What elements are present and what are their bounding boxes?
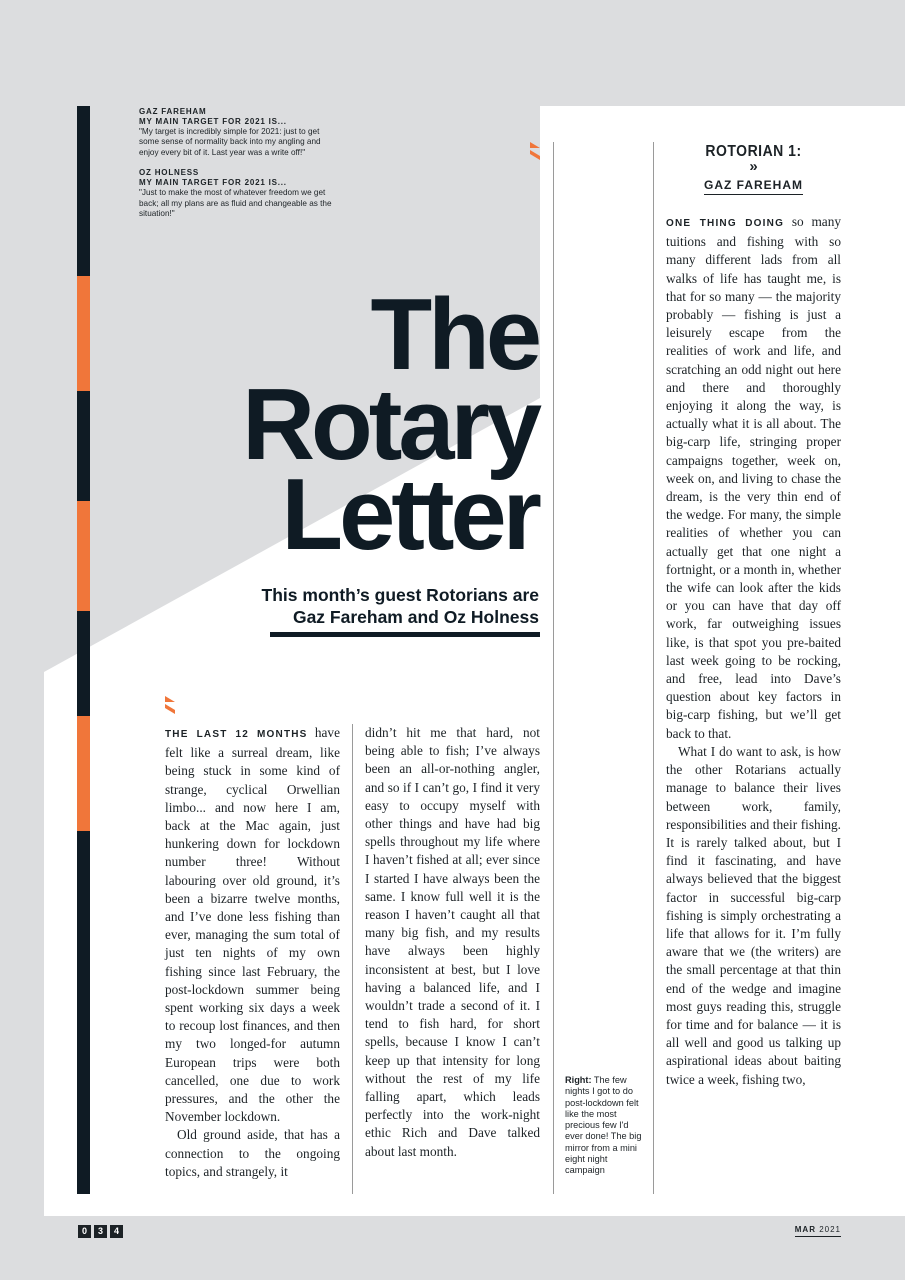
page-digit: 0 xyxy=(78,1225,91,1238)
target-quote: "My target is incredibly simple for 2021: just to get some sense of normality back into my angling and enjoy every bit of it. Last year was a write off!" xyxy=(139,127,321,157)
chevron-right-icon: » xyxy=(749,158,758,175)
paragraph: What I do want to ask, is how the other Rotarians actually manage to balance their lives between work, family, responsibilities and their fishing. It is rarely talked about, but I find it fascinating, and have always believed that the biggest factor in successful big-carp fishing is simply orchestrating a life that allows for it. I’m fully aware that we (the writers) are the small percentage at that thin end of the wedge and imagine most guys reading this, struggle for time and for balance — it is all well and good us talking up aspirational ideas about baiting twice a week, fishing two, xyxy=(666,743,841,1087)
rotorian-heading xyxy=(666,142,841,195)
caption-lead: Right: xyxy=(565,1075,592,1085)
article-column-3 xyxy=(666,213,841,1089)
title-line-1: The xyxy=(370,279,538,391)
target-label: MY MAIN TARGET FOR 2021 IS... xyxy=(139,117,287,126)
page-digit: 3 xyxy=(94,1225,107,1238)
rotorian-name: GAZ FAREHAM xyxy=(704,178,803,195)
photo-caption xyxy=(565,1075,645,1177)
paragraph-text: so many tuitions and fishing with so many different lads from all walks of life has taught me, is that for so many — the majority probably — fishing is just a leisurely escape from the realities of work and life, and scratching an odd night out here and there and thoroughly enjoying it along the way, is actually what it is all about. The big-carp life, stringing proper campaigns together, week on, week on, and living to chase the dream, is the very thin end of the wedge. For many, the simple realities of whether you can actually get that one night a fortnight, or a month in, whether the wife can look after the kids or you can have that day off work, far outweighing issues like, is that spot you pre-baited last week going to be rocking, and free, lead into Dave’s question about key factors in big-carp fishing, but we’ll get back to that. xyxy=(666,214,841,741)
target-quote: "Just to make the most of whatever freedom we get back; all my plans are as fluid and changeable as the situation!" xyxy=(139,188,332,219)
article-column-1 xyxy=(165,724,340,1181)
flag-icon xyxy=(530,142,540,160)
subtitle-line-2: Gaz Fareham and Oz Holness xyxy=(292,607,539,627)
target-gaz xyxy=(139,107,339,158)
lead-in: THE LAST 12 MONTHS xyxy=(165,729,308,740)
title-line-2: Rotary xyxy=(242,369,538,481)
paragraph: Old ground aside, that has a connection to the ongoing topics, and strangely, it xyxy=(165,1127,340,1179)
page-number xyxy=(78,1225,123,1238)
caption-text: The few nights I got to do post-lockdown felt like the most precious few I'd ever done! The big mirror from a mini eight night campaign xyxy=(565,1075,642,1176)
paragraph: didn’t hit me that hard, not being able to fish; I’ve always been an all-or-nothing angler, and so if I can’t go, I find it very easy to occupy myself with other things and have had big spells throughout my life where I haven’t fished at all; ever since I started I have always been the same. I know full well it is the reason I haven’t caught all that many big fish, and my results have always been highly inconsistent at best, but I love having a balanced life, and I wouldn’t trade a second of it. I tend to fish hard, for short spells, because I know I can’t keep up that intensity for long without the rest of my life falling apart, which leads perfectly into the work-night ethic Rich and Dave talked about last month. xyxy=(365,725,540,1159)
flag-icon xyxy=(165,696,175,714)
side-stripe xyxy=(77,106,90,1194)
subtitle-line-1: This month’s guest Rotorians are xyxy=(261,585,539,605)
column-rule xyxy=(553,142,554,1194)
title-line-3: Letter xyxy=(281,459,538,571)
paragraph xyxy=(165,724,340,1126)
target-oz xyxy=(139,168,339,219)
issue-date xyxy=(795,1225,841,1237)
page-title xyxy=(242,279,538,571)
target-name: OZ HOLNESS xyxy=(139,168,200,178)
target-name: GAZ FAREHAM xyxy=(139,107,207,116)
issue-month: MAR xyxy=(794,1225,816,1234)
lead-in: ONE THING DOING xyxy=(666,218,785,229)
rotorian-label: ROTORIAN 1: xyxy=(705,140,802,160)
column-rule xyxy=(653,142,654,1194)
page-digit: 4 xyxy=(110,1225,123,1238)
column-rule xyxy=(352,724,353,1194)
subtitle xyxy=(262,584,539,628)
issue-year: 2021 xyxy=(819,1225,841,1234)
paragraph-text: have felt like a surreal dream, like being stuck in some kind of strange, cyclical Orwellian limbo... and now here I am, back at the Mac again, just hunkering down for lockdown number three! Without labouring over old ground, it’s been a bizarre twelve months, and I’ve done less fishing than ever, managing the sum total of just ten nights of my own fishing since last February, the post-lockdown summer being spent working six days a week to recoup lost finances, and then my two longed-for autumn European trips were both cancelled, one due to work pressures, and the other the November lockdown. xyxy=(165,725,340,1125)
article-column-2 xyxy=(365,724,540,1161)
targets-panel xyxy=(139,107,339,229)
subtitle-rule xyxy=(270,632,540,637)
target-label: MY MAIN TARGET FOR 2021 IS... xyxy=(139,178,287,188)
paragraph xyxy=(666,213,841,743)
